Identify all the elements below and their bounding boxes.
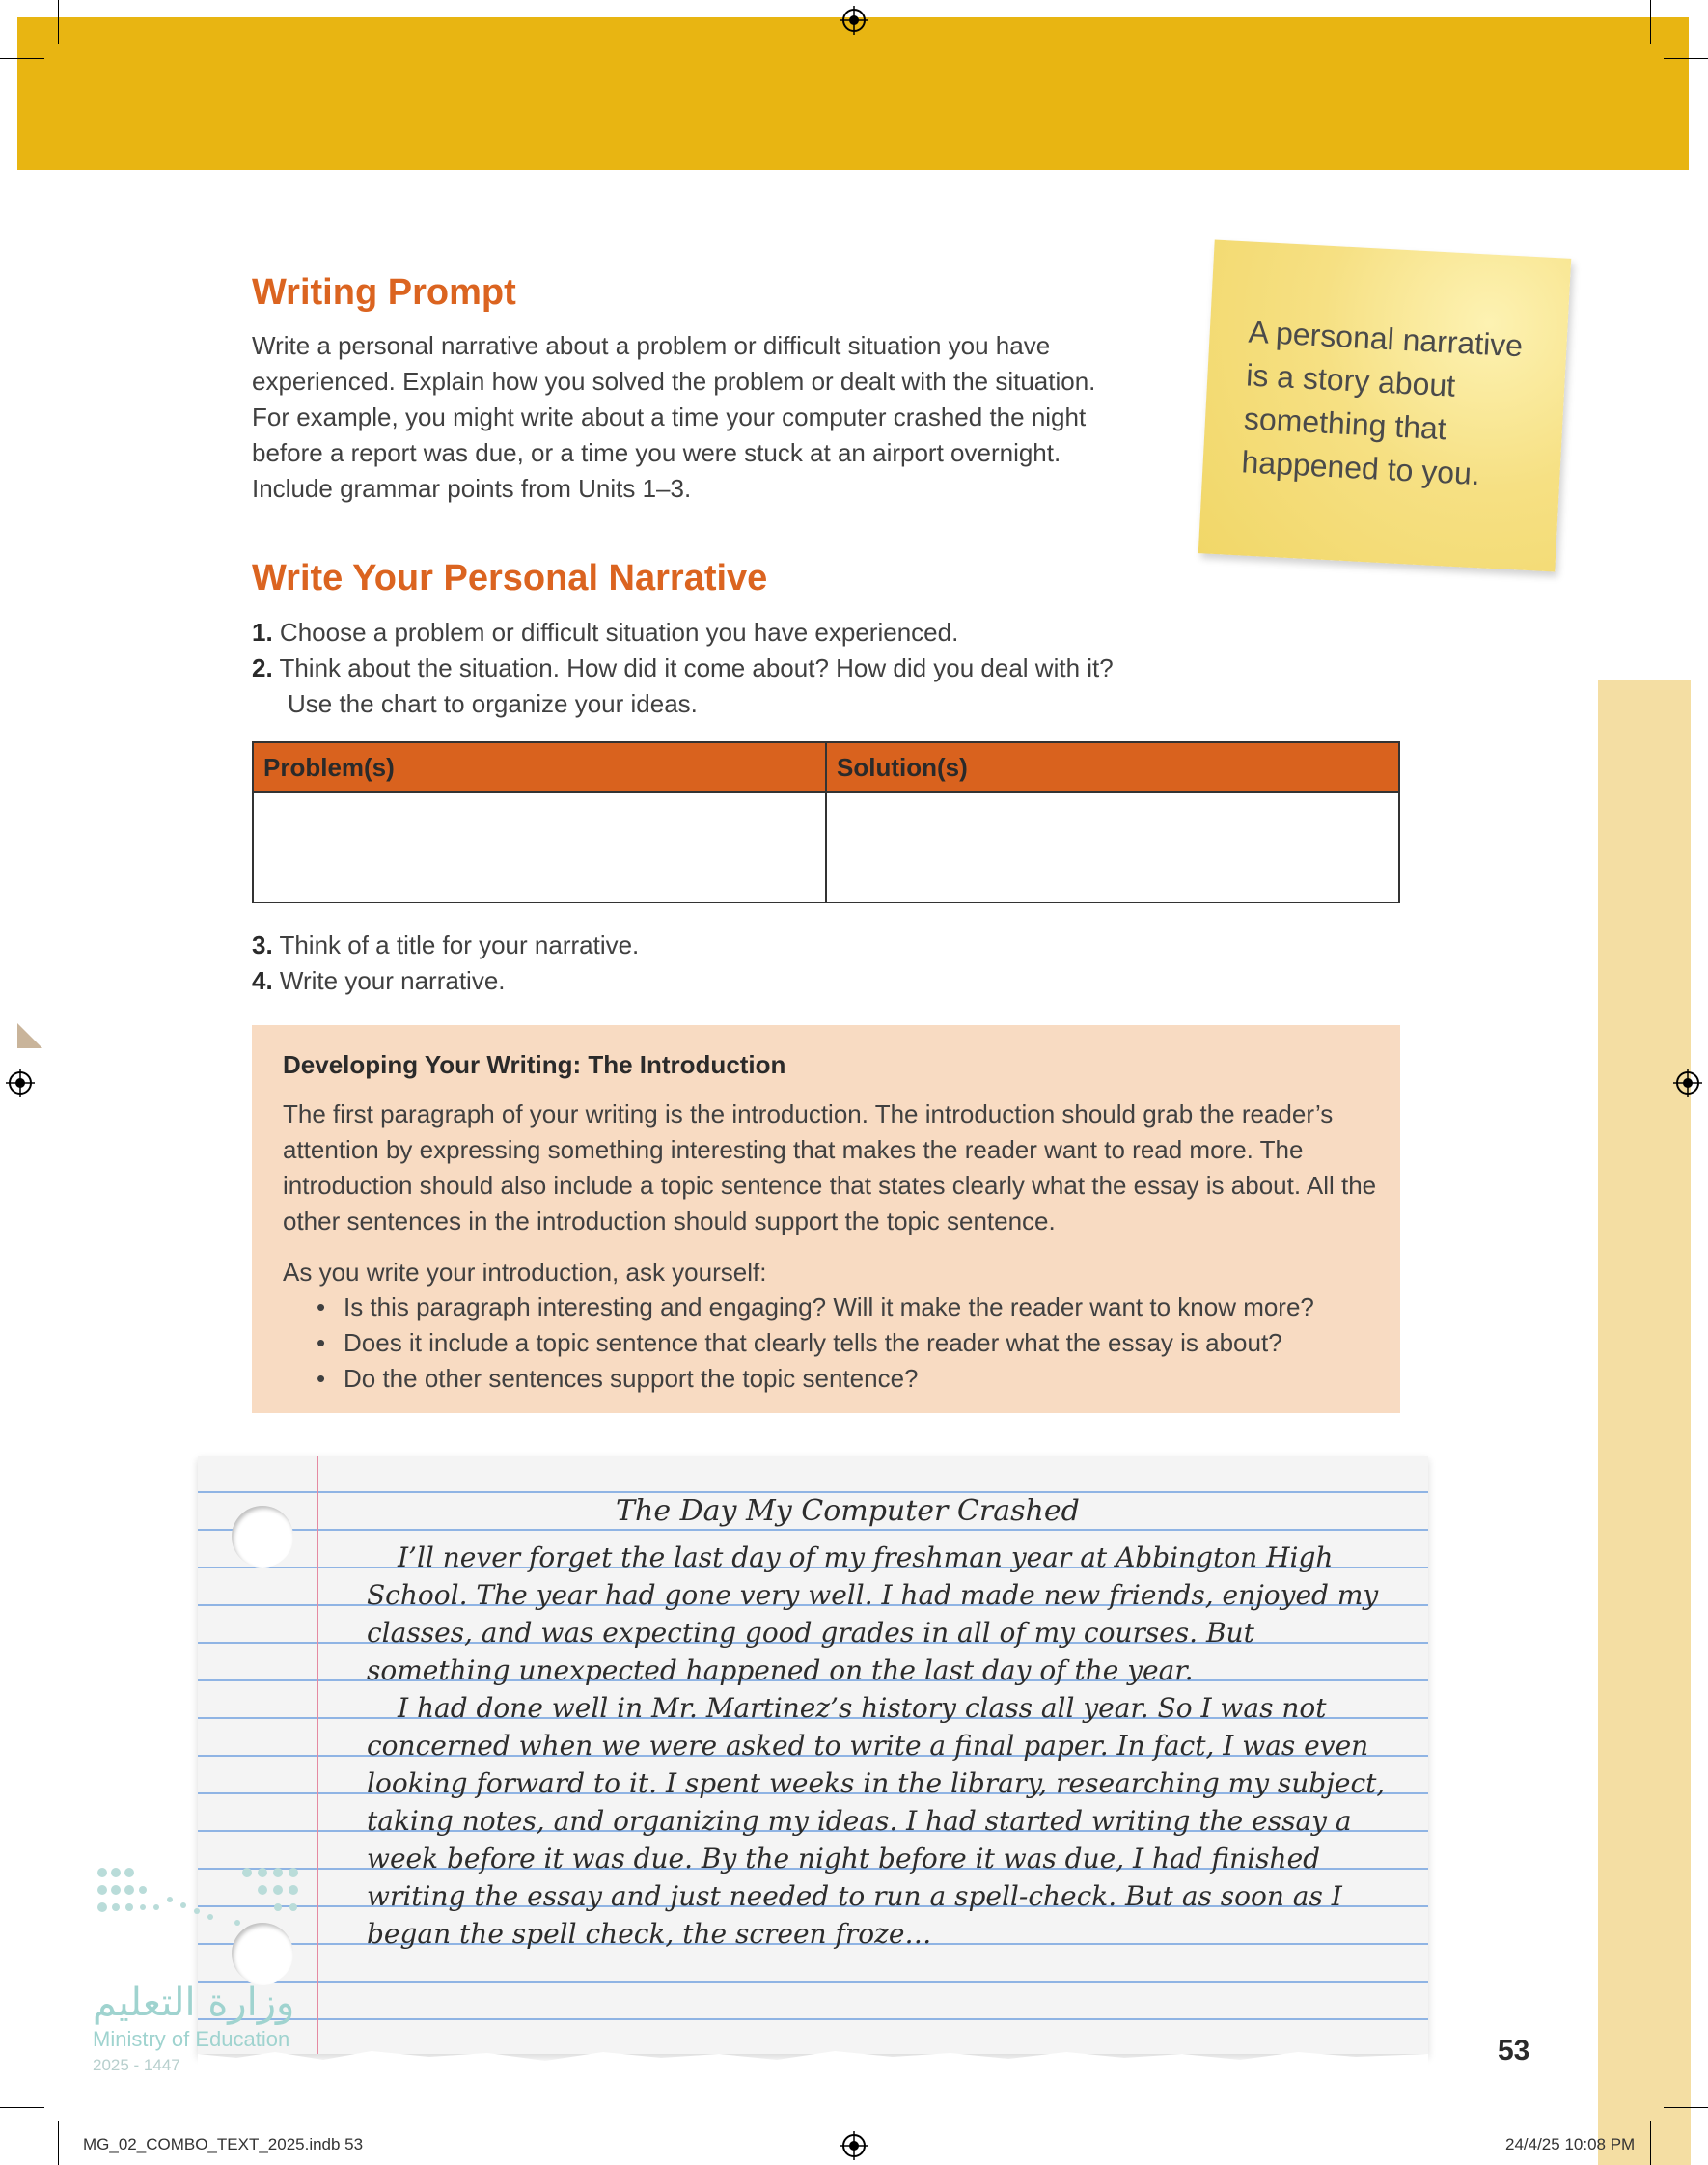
step-text: Choose a problem or difficult situation you have experienced. [279,618,959,647]
step-number: 1. [252,618,273,647]
header-band [17,17,1689,170]
question-item: • Does it include a topic sentence that clearly tells the reader what the essay is about? [317,1325,1378,1361]
step-number: 4. [252,966,273,995]
sticky-note-text [1241,310,1568,500]
sticky-line: something that [1243,401,1447,447]
footer-file: MG_02_COMBO_TEXT_2025.indb 53 [83,2135,364,2153]
problem-solution-chart [252,741,1400,903]
step-2 [252,651,1410,686]
sticky-line: happened to you. [1240,444,1481,492]
step-number: 2. [252,653,273,682]
registration-mark-icon [840,2131,868,2160]
step-number: 3. [252,930,273,959]
bleed-tab-icon [15,1021,44,1050]
solution-cell[interactable] [826,792,1399,902]
crop-mark [0,58,44,59]
developing-writing-title: Developing Your Writing: The Introduction [283,1050,786,1079]
step-3 [252,928,1410,963]
problem-cell[interactable] [253,792,826,902]
crop-mark [58,2121,59,2165]
registration-mark-icon [1673,1069,1702,1097]
ministry-year: 2025 - 1447 [93,2056,180,2074]
ministry-name-arabic: وزارة التعليم [93,1981,295,2025]
sticky-line: is a story about [1245,357,1457,403]
ministry-name-english: Ministry of Education [93,2027,290,2051]
crop-mark [1664,2107,1708,2108]
prompt-line: before a report was due, or a time you were stuck at an airport overnight. [252,438,1061,467]
developing-writing-questions [317,1290,1378,1397]
prompt-line: Include grammar points from Units 1–3. [252,474,692,503]
prompt-line: For example, you might write about a time your computer crashed the night [252,402,1087,431]
crop-mark [58,0,59,44]
writing-prompt-text [252,328,1159,507]
question-item: • Do the other sentences support the topic sentence? [317,1361,1378,1397]
essay-paragraph: I’ll never forget the last day of my freshman year at Abbington High School. The year had gone very well. I had made new friends, enjoyed my classes, and was expecting good grades in all of my courses. But something unexpected happened on the last day of the year. [367,1541,1379,1686]
step-2-continuation: Use the chart to organize your ideas. [288,689,698,718]
side-band [1598,680,1691,2165]
write-narrative-heading: Write Your Personal Narrative [252,558,768,598]
step-1 [252,615,1410,651]
paper-margin-line [317,1456,318,2054]
prompt-line: experienced. Explain how you solved the problem or dealt with the situation. [252,367,1096,396]
question-item: • Is this paragraph interesting and engaging? Will it make the reader want to know more? [317,1290,1378,1325]
chart-header-problems: Problem(s) [253,742,826,792]
paper-hole [232,1506,293,1568]
developing-writing-paragraph: The first paragraph of your writing is the introduction. The introduction should grab the reader’s attention by expressing something interesting that makes the reader want to read more. The introduction should also include a topic sentence that states clearly what the essay is about. All the other sentences in the introduction should support the topic sentence. [283,1099,1377,1235]
crop-mark [0,2107,44,2108]
registration-mark-icon [6,1069,35,1097]
essay-paragraph: I had done well in Mr. Martinez’s history class all year. So I was not concerned when we were asked to write a final paper. In fact, I was even looking forward to it. I spent weeks in the library, researching my subject, taking notes, and organizing my ideas. I had started writing the essay a week before it was due. By the night before it was due, I had finished writing the essay and just needed to run a spell-check. But as soon as I began the spell check, the screen froze… [367,1692,1386,1950]
crop-mark [1650,2121,1651,2165]
prompt-line: Write a personal narrative about a problem or difficult situation you have [252,331,1051,360]
footer-date: 24/4/25 10:08 PM [1505,2135,1636,2153]
page-number: 53 [1498,2035,1530,2067]
crop-mark [1650,0,1651,44]
torn-edge [198,2042,1428,2066]
writing-prompt-heading: Writing Prompt [252,272,516,313]
ministry-logo-icon [93,1863,305,1969]
essay-body [367,1539,1390,1953]
developing-writing-ask: As you write your introduction, ask yourself: [283,1258,767,1287]
registration-mark-icon [840,6,868,35]
essay-title: The Day My Computer Crashed [616,1494,1080,1528]
crop-mark [1664,58,1708,59]
step-text: Write your narrative. [279,966,506,995]
chart-header-solutions: Solution(s) [826,742,1399,792]
sticky-line: A personal narrative [1247,314,1524,364]
step-4 [252,963,1410,999]
step-text: Think of a title for your narrative. [279,930,640,959]
step-text: Think about the situation. How did it come about? How did you deal with it? [279,653,1114,682]
